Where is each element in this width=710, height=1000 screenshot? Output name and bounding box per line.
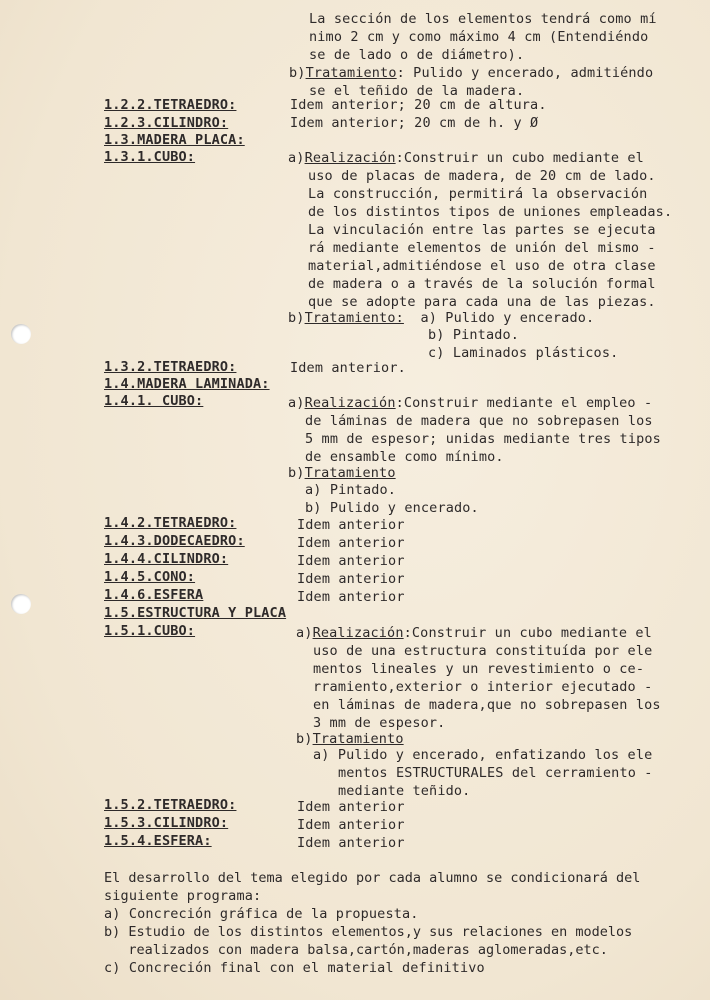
text-run: : Pulido y encerado, admitiéndo xyxy=(396,65,654,81)
text-line: mentos ESTRUCTURALES del cerramiento - xyxy=(338,765,653,781)
text-line: se de lado o de diámetro). xyxy=(309,47,525,63)
paragraph-line: El desarrollo del tema elegido por cada alumno se condicionará del xyxy=(104,870,641,886)
list-marker: b) xyxy=(288,465,305,481)
text-line: b) Pulido y encerado. xyxy=(305,500,479,516)
text-line: Idem anterior xyxy=(297,571,405,587)
paragraph-line: b) Estudio de los distintos elementos,y sus relaciones en modelos xyxy=(104,924,633,940)
text-line: que se adopte para cada una de las piezas. xyxy=(308,294,656,310)
text-run: :Construir mediante el empleo - xyxy=(395,395,653,411)
text-line: b) Pintado. xyxy=(428,327,520,343)
section-label: 1.5.2.TETRAEDRO: xyxy=(104,797,237,813)
heading-realizacion: Realización xyxy=(304,395,396,411)
text-line: material,admitiéndose el uso de otra clase xyxy=(308,258,656,274)
section-label: 1.4.MADERA LAMINADA: xyxy=(104,376,270,392)
text-line: en láminas de madera,que no sobrepasen los xyxy=(313,697,661,713)
text-line: se el teñido de la madera. xyxy=(309,83,525,99)
text-line: a) Pintado. xyxy=(305,482,397,498)
text-line: de madera o a través de la solución formal xyxy=(308,276,656,292)
heading-tratamiento: Tratamiento xyxy=(305,65,397,81)
section-label: 1.4.5.CONO: xyxy=(104,569,196,585)
text-line: Idem anterior xyxy=(297,589,405,605)
text-line: nimo 2 cm y como máximo 4 cm (Entendiéndo xyxy=(309,29,649,45)
heading-tratamiento: Tratamiento xyxy=(304,465,396,481)
section-label: 1.2.2.TETRAEDRO: xyxy=(104,97,237,113)
text-line: 3 mm de espesor. xyxy=(313,715,446,731)
text-line: rá mediante elementos de unión del mismo - xyxy=(308,240,656,256)
section-label: 1.2.3.CILINDRO: xyxy=(104,115,229,131)
text-line: Idem anterior; 20 cm de h. y Ø xyxy=(290,115,539,131)
text-line: uso de una estructura constituída por ele xyxy=(313,643,653,659)
paragraph-line: a) Concreción gráfica de la propuesta. xyxy=(104,906,419,922)
text-line: Idem anterior xyxy=(297,517,405,533)
heading-tratamiento: Tratamiento: xyxy=(304,310,404,326)
section-label: 1.4.2.TETRAEDRO: xyxy=(104,515,237,531)
section-label: 1.3.2.TETRAEDRO: xyxy=(104,359,237,375)
heading-realizacion: Realización xyxy=(312,625,404,641)
text-run: :Construir un cubo mediante el xyxy=(403,625,652,641)
section-label: 1.4.3.DODECAEDRO: xyxy=(104,533,245,549)
text-line: Idem anterior xyxy=(297,835,405,851)
list-marker: b) xyxy=(296,731,313,747)
list-marker: b) xyxy=(288,310,305,326)
paragraph-line: realizados con madera balsa,cartón,maderas aglomeradas,etc. xyxy=(104,942,608,958)
heading-tratamiento: Tratamiento xyxy=(312,731,404,747)
section-label: 1.4.6.ESFERA xyxy=(104,587,204,603)
section-label: 1.5.1.CUBO: xyxy=(104,623,196,639)
section-label: 1.4.4.CILINDRO: xyxy=(104,551,229,567)
text-line: 5 mm de espesor; unidas mediante tres tipos xyxy=(305,431,661,447)
heading-realizacion: Realización xyxy=(304,150,396,166)
text-line: uso de placas de madera, de 20 cm de lado. xyxy=(308,168,656,184)
text-line: Idem anterior xyxy=(297,553,405,569)
text-line: mentos lineales y un revestimiento o ce- xyxy=(313,661,645,677)
section-label: 1.3.MADERA PLACA: xyxy=(104,132,245,148)
paragraph-line: c) Concreción final con el material definitivo xyxy=(104,960,485,976)
text-line xyxy=(296,624,652,642)
text-line xyxy=(289,64,653,82)
section-label: 1.5.3.CILINDRO: xyxy=(104,815,229,831)
list-marker: a) xyxy=(288,150,305,166)
punch-hole xyxy=(11,594,31,614)
list-marker: a) xyxy=(288,395,305,411)
text-line: c) Laminados plásticos. xyxy=(428,345,619,361)
section-label: 1.5.4.ESFERA: xyxy=(104,833,212,849)
list-marker: a) xyxy=(296,625,313,641)
text-run: a) Pulido y encerado. xyxy=(403,310,595,326)
paragraph-line: siguiente programa: xyxy=(104,888,262,904)
section-label: 1.3.1.CUBO: xyxy=(104,149,196,165)
text-line: Idem anterior xyxy=(297,817,405,833)
text-line: a) Pulido y encerado, enfatizando los ele xyxy=(313,747,653,763)
text-line: La vinculación entre las partes se ejecuta xyxy=(308,222,656,238)
text-line: Idem anterior; 20 cm de altura. xyxy=(290,97,547,113)
text-line: de ensamble como mínimo. xyxy=(305,449,504,465)
text-line: Idem anterior. xyxy=(290,360,406,376)
text-line: La construcción, permitirá la observación xyxy=(308,186,648,202)
text-line: mediante teñido. xyxy=(338,783,471,799)
text-line: de los distintos tipos de uniones empleadas. xyxy=(308,204,673,220)
text-line xyxy=(288,309,594,327)
text-line xyxy=(288,149,644,167)
list-marker: b) xyxy=(289,65,306,81)
text-line: Idem anterior xyxy=(297,799,405,815)
section-label: 1.5.ESTRUCTURA Y PLACA xyxy=(104,605,287,621)
text-line xyxy=(288,394,652,412)
text-run: :Construir un cubo mediante el xyxy=(395,150,644,166)
punch-hole xyxy=(11,324,31,344)
text-line: Idem anterior xyxy=(297,535,405,551)
text-line xyxy=(288,464,396,482)
text-line: rramiento,exterior o interior ejecutado - xyxy=(313,679,653,695)
text-line: de láminas de madera que no sobrepasen los xyxy=(305,413,653,429)
text-line: La sección de los elementos tendrá como mí xyxy=(309,11,657,27)
section-label: 1.4.1. CUBO: xyxy=(104,393,204,409)
